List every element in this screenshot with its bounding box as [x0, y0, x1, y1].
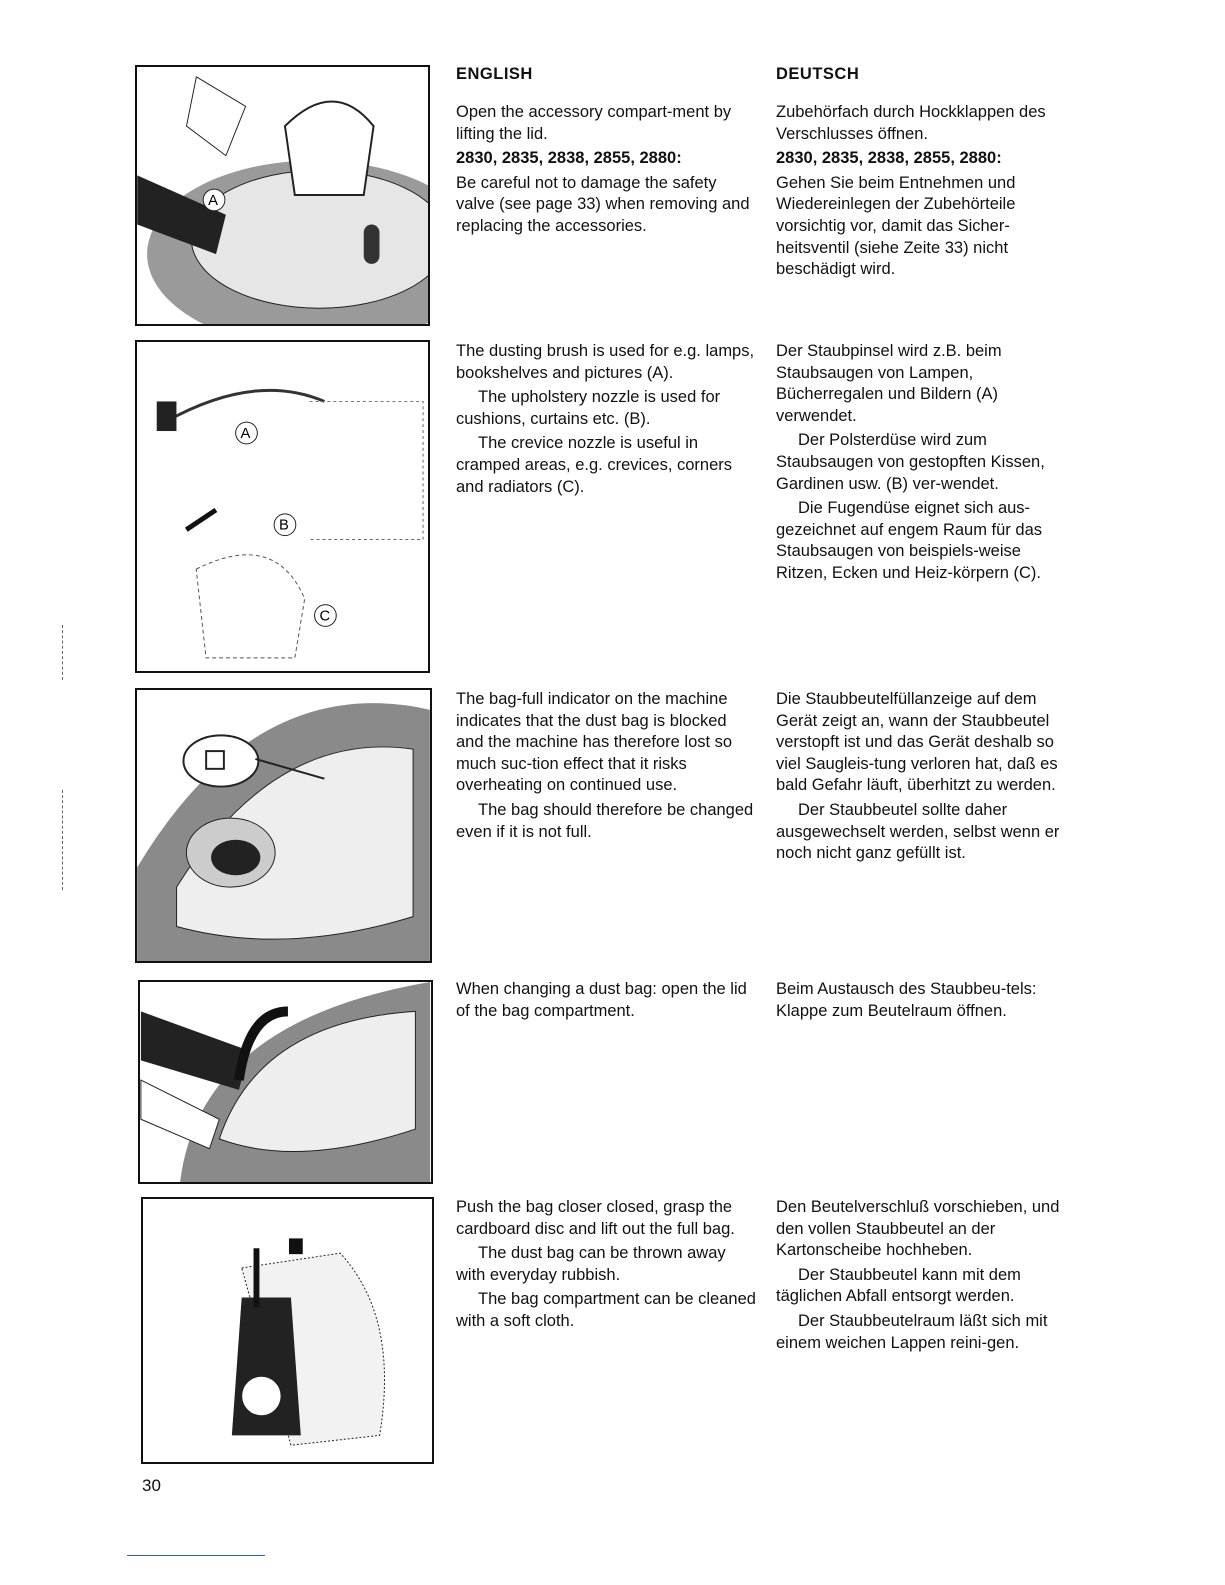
figure-bag-full-indicator: [135, 688, 432, 963]
paragraph: Be careful not to damage the safety valve (see page 33) when removing and replacing the accessories.: [456, 173, 750, 235]
figure-label: A: [240, 425, 251, 442]
section-3-english: [456, 689, 756, 846]
heading-deutsch: DEUTSCH: [776, 65, 860, 83]
paragraph: Gehen Sie beim Entnehmen und Wiedereinlegen der Zubehörteile vorsichtig vor, damit das Sicher-heitsventil (siehe Zeite 33) nicht beschädigt wird.: [776, 173, 1016, 279]
section-1-english: [456, 102, 756, 241]
paragraph: Der Staubbeutel sollte daher ausgewechselt werden, selbst wenn er noch nicht ganz gefüllt ist.: [776, 800, 1060, 863]
figure-nozzle-usage: [135, 340, 430, 673]
paragraph: The dust bag can be thrown away with everyday rubbish.: [456, 1244, 726, 1284]
paragraph: Der Polsterdüse wird zum Staubsaugen von gestopften Kissen, Gardinen usw. (B) ver-wendet.: [776, 431, 1045, 493]
paragraph: The upholstery nozzle is used for cushions, curtains etc. (B).: [456, 388, 721, 428]
section-5-english: [456, 1197, 756, 1336]
remove-bag-illustration: [143, 1199, 432, 1462]
figure-remove-bag: [141, 1197, 434, 1464]
paragraph: Der Staubbeutel kann mit dem täglichen Abfall entsorgt werden.: [776, 1265, 1021, 1306]
paragraph: Open the accessory compart-ment by lifting the lid.: [456, 103, 732, 143]
section-4-deutsch: [776, 979, 1076, 1025]
page-number: 30: [142, 1476, 161, 1495]
paragraph: Der Staubpinsel wird z.B. beim Staubsaugen von Lampen, Bücherregalen und Bildern (A) verwendet.: [776, 342, 1002, 425]
section-2-deutsch: [776, 341, 1076, 588]
nozzles-illustration: [137, 342, 428, 671]
open-lid-illustration: [140, 982, 431, 1182]
paragraph: Push the bag closer closed, grasp the cardboard disc and lift out the full bag.: [456, 1198, 735, 1238]
section-2-english: [456, 341, 756, 501]
paragraph: The bag compartment can be cleaned with a soft cloth.: [456, 1290, 756, 1330]
divider-line: [127, 1555, 265, 1556]
figure-label: A: [208, 192, 219, 209]
section-3-deutsch: [776, 689, 1076, 868]
paragraph: Die Fugendüse eignet sich aus-gezeichnet auf engem Raum für das Staubsaugen von beispiels-weise Ritzen, Ecken und Heiz-körpern (C).: [776, 499, 1042, 582]
paragraph: The bag should therefore be changed even if it is not full.: [456, 800, 754, 841]
heading-english: ENGLISH: [456, 65, 533, 83]
paragraph: Die Staubbeutelfüllanzeige auf dem Gerät zeigt an, wann der Staubbeutel verstopft ist und das Gerät deshalb so viel Saugleis-tung verloren hat, daß es bald Gefahr läuft, überhitzt zu werden.: [776, 690, 1058, 795]
paragraph: The dusting brush is used for e.g. lamps, bookshelves and pictures (A).: [456, 342, 755, 382]
paragraph: Der Staubbeutelraum läßt sich mit einem weichen Lappen reini-gen.: [776, 1311, 1048, 1352]
paragraph: The bag-full indicator on the machine indicates that the dust bag is blocked and the machine has therefore lost so much suc-tion effect that it risks overheating on continued use.: [456, 690, 733, 795]
scan-mark: [62, 625, 63, 680]
paragraph: Zubehörfach durch Hockklappen des Verschlusses öffnen.: [776, 103, 1046, 143]
figure-accessory-compartment: [135, 65, 430, 326]
paragraph: The crevice nozzle is useful in cramped areas, e.g. crevices, corners and radiators (C).: [456, 434, 733, 496]
section-4-english: [456, 979, 756, 1025]
figure-label: C: [319, 608, 331, 625]
vacuum-lid-illustration: [137, 67, 428, 324]
paragraph: Den Beutelverschluß vorschieben, und den vollen Staubbeutel an der Kartonscheibe hochheben.: [776, 1198, 1060, 1260]
figure-open-bag-lid: [138, 980, 433, 1184]
section-1-deutsch: [776, 102, 1076, 284]
paragraph: Beim Austausch des Staubbeu-tels: Klappe zum Beutelraum öffnen.: [776, 980, 1037, 1020]
model-numbers: 2830, 2835, 2838, 2855, 2880:: [456, 149, 682, 168]
figure-label: B: [279, 517, 289, 534]
paragraph: When changing a dust bag: open the lid of the bag compartment.: [456, 980, 747, 1020]
model-numbers: 2830, 2835, 2838, 2855, 2880:: [776, 149, 1002, 168]
bag-indicator-illustration: [137, 690, 430, 961]
scan-mark: [62, 790, 63, 890]
section-5-deutsch: [776, 1197, 1076, 1357]
